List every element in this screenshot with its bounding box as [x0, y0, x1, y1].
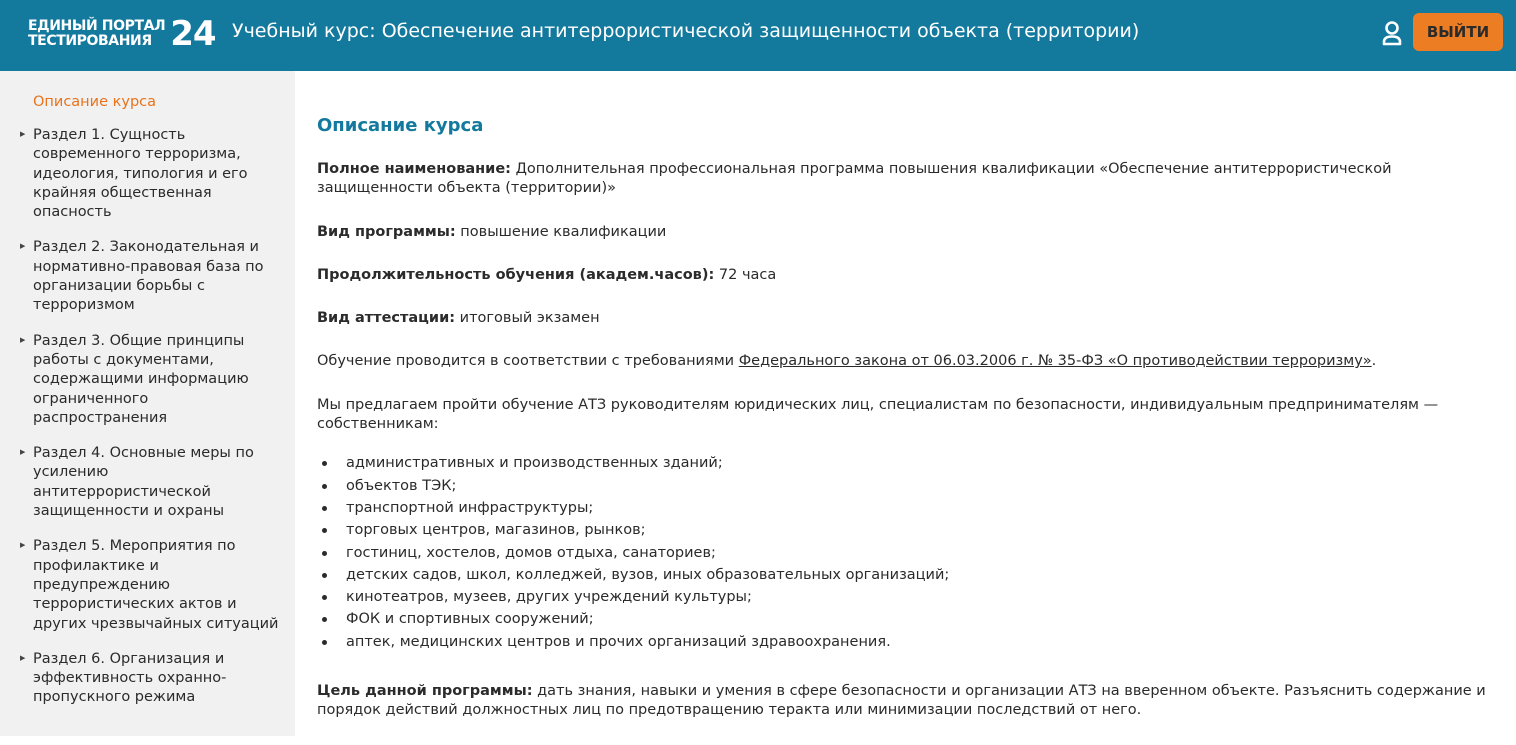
duration-row [317, 266, 1497, 285]
sidebar-item-label: Раздел 3. Общие принципы работы с документами, содержащими информацию ограниченного распространения [33, 332, 249, 426]
chevron-right-icon: ▶ [20, 130, 26, 138]
list-item: административных и производственных зданий; [317, 452, 1497, 474]
course-title: Учебный курс: Обеспечение антитеррористической защищенности объекта (территории) [232, 20, 1140, 42]
sidebar-item-label: Раздел 2. Законодательная и нормативно-правовая база по организации борьбы с терроризмом [33, 239, 264, 314]
list-item: объектов ТЭК; [317, 475, 1497, 497]
goal-row [317, 682, 1497, 721]
logout-button[interactable]: ВЫЙТИ [1413, 13, 1503, 51]
chevron-right-icon: ▶ [20, 541, 26, 550]
list-item: гостиниц, хостелов, домов отдыха, санаториев; [317, 542, 1497, 564]
sidebar-item-section-3[interactable] [0, 332, 295, 428]
sidebar-item-label: Раздел 6. Организация и эффективность охранно-пропускного режима [33, 650, 227, 706]
program-type-label: Вид программы: [317, 223, 456, 240]
full-name-label: Полное наименование: [317, 161, 511, 177]
full-name-value: Дополнительная профессиональная программа повышения квалификации «Обеспечение антитеррористической защищенности объекта (территории)» [317, 161, 1392, 197]
sidebar-item-description[interactable]: Описание курса [33, 94, 157, 110]
list-item: аптек, медицинских центров и прочих организаций здравоохранения. [317, 631, 1497, 653]
user-icon[interactable] [1381, 20, 1403, 46]
sidebar-item-label: Раздел 5. Мероприятия по профилактике и предупреждению террористических актов и других чрезвычайных ситуаций [33, 538, 279, 632]
logo-number: 24 [170, 14, 216, 54]
chevron-right-icon: ▶ [20, 448, 26, 457]
attestation-value: итоговый экзамен [455, 310, 600, 327]
offer-paragraph: Мы предлагаем пройти обучение АТЗ руководителям юридических лиц, специалистам по безопасности, индивидуальным предпринимателям — собственникам: [317, 396, 1439, 433]
program-type-value: повышение квалификации [455, 223, 667, 240]
goal-label: Цель данной программы: [317, 683, 533, 700]
top-header [0, 0, 1516, 71]
sidebar-item-section-2[interactable] [0, 238, 295, 315]
portal-logo[interactable] [28, 14, 216, 54]
chevron-right-icon: ▶ [20, 653, 26, 662]
list-item: детских садов, школ, колледжей, вузов, иных образовательных организаций; [317, 564, 1497, 586]
program-type-row [317, 223, 1497, 242]
logo-line-1: ЕДИНЫЙ ПОРТАЛ [28, 18, 166, 34]
audience-list [317, 452, 1497, 653]
page-title: Описание курса [317, 115, 484, 136]
attestation-row [317, 309, 1497, 328]
sidebar-item-section-4[interactable] [0, 444, 295, 521]
law-text-end: . [1371, 353, 1377, 370]
chevron-right-icon: ▶ [20, 242, 26, 251]
list-item: транспортной инфраструктуры; [317, 497, 1497, 519]
sidebar-item-label: Раздел 4. Основные меры по усилению антитеррористической защищенности и охраны [33, 445, 254, 520]
law-text: Обучение проводится в соответствии с требованиями [317, 353, 739, 370]
logo-text [28, 19, 165, 49]
sidebar-item-section-6[interactable] [0, 650, 295, 708]
chevron-right-icon: ▶ [20, 335, 26, 344]
full-name-row [317, 160, 1497, 199]
course-sidebar [0, 71, 295, 736]
goal-value: дать знания, навыки и умения в сфере безопасности и организации АТЗ на вверенном объекте. Разъяснить содержание и порядок действий должностных лиц по предотвращению теракта или минимизации последствий от него. [317, 683, 1486, 719]
federal-law-link[interactable]: Федерального закона от 06.03.2006 г. № 35-ФЗ «О противодействии терроризму» [738, 353, 1372, 370]
logo-line-2: ТЕСТИРОВАНИЯ [28, 33, 152, 49]
list-item: кинотеатров, музеев, других учреждений культуры; [317, 586, 1497, 608]
sidebar-item-label: Раздел 1. Сущность современного терроризма, идеология, типология и его крайняя общественная опасность [33, 127, 248, 221]
duration-label: Продолжительность обучения (академ.часов): [317, 266, 715, 283]
attestation-label: Вид аттестации: [317, 310, 456, 327]
sidebar-item-section-5[interactable] [0, 537, 295, 633]
law-paragraph [317, 352, 1497, 371]
duration-value: 72 часа [714, 266, 777, 283]
course-description [317, 115, 1497, 745]
list-item: ФОК и спортивных сооружений; [317, 608, 1497, 630]
list-item: торговых центров, магазинов, рынков; [317, 519, 1497, 541]
sidebar-item-section-1[interactable] [0, 126, 295, 222]
